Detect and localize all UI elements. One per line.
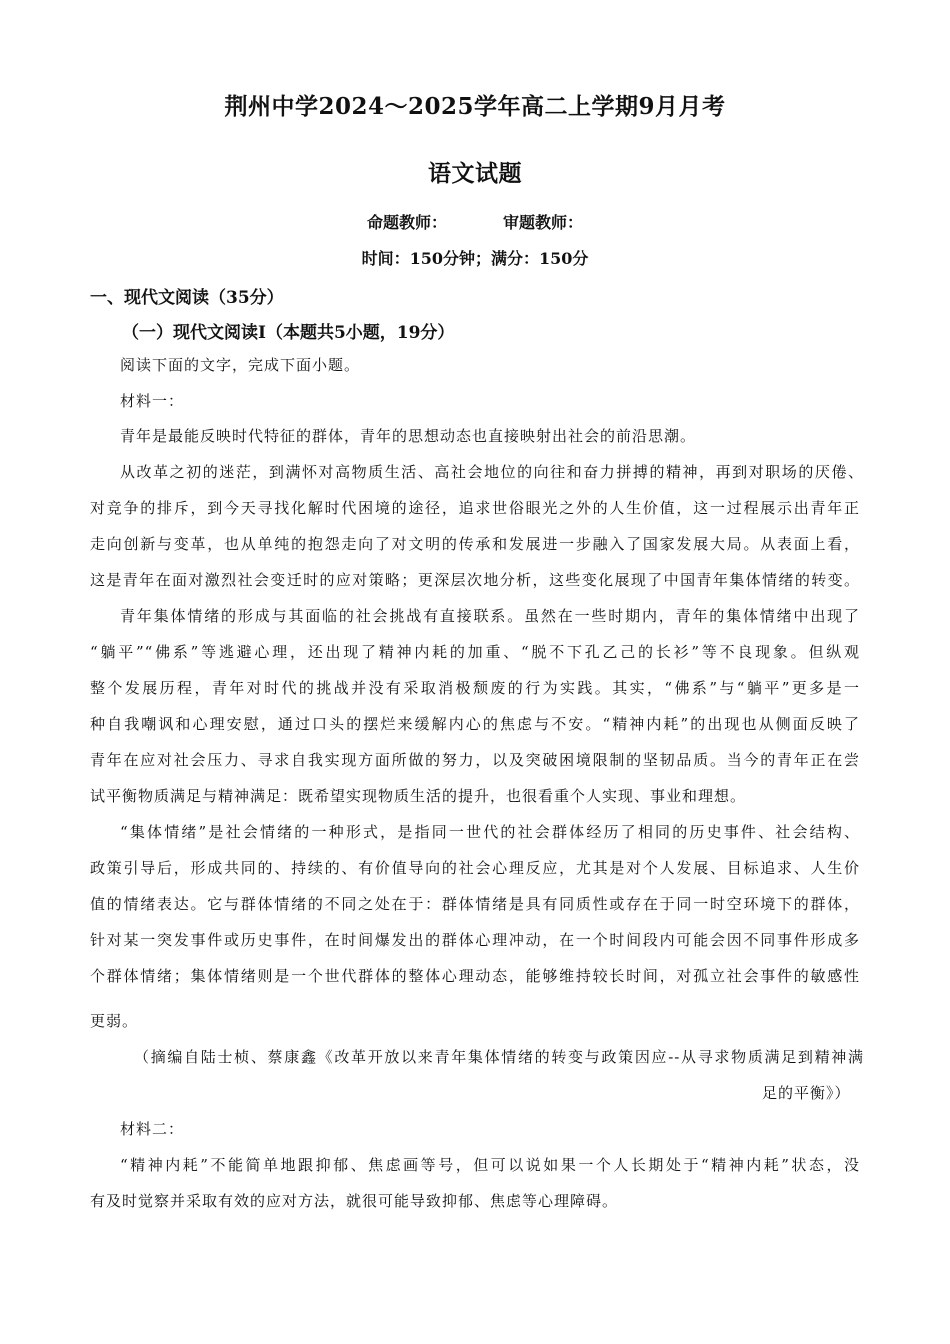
paragraph-line: 值的情绪表达。它与群体情绪的不同之处在于：群体情绪是具有同质性或存在于同一时空环境下的群体， (90, 895, 860, 913)
paragraph-line: 种自我嘲讽和心理安慰，通过口头的摆烂来缓解内心的焦虑与不安。“精神内耗”的出现也从侧面反映了 (90, 715, 860, 733)
paragraph-line: 整个发展历程，青年对时代的挑战并没有采取消极颓废的行为实践。其实，“佛系”与“躺平”更多是一 (90, 679, 860, 697)
paragraph-line: 从改革之初的迷茫，到满怀对高物质生活、高社会地位的向往和奋力拼搏的精神，再到对职场的厌倦、 (120, 463, 864, 481)
paragraph-line: 更弱。 (90, 1012, 139, 1030)
paragraph-line: 青年是最能反映时代特征的群体，青年的思想动态也直接映射出社会的前沿思潮。 (120, 427, 697, 445)
section-heading: 一、现代文阅读（35分） (90, 288, 284, 308)
paragraph-line: 针对某一突发事件或历史事件，在时间爆发出的群体心理冲动，在一个时间段内可能会因不同事件形成多 (90, 931, 860, 949)
paragraph-line: “躺平”“佛系”等逃避心理，还出现了精神内耗的加重、“脱不下孔乙己的长衫”等不良现象。但纵观 (90, 643, 860, 661)
source-citation: （摘编自陆士桢、蔡康鑫《改革开放以来青年集体情绪的转变与政策因应--从寻求物质满足到精神满 (134, 1048, 864, 1066)
material1-label: 材料一： (120, 392, 185, 410)
paragraph-line: 走向创新与变革，也从单纯的抱怨走向了对文明的传承和发展进一步融入了国家发展大局。从表面上看， (90, 535, 860, 553)
paragraph-line: 个群体情绪；集体情绪则是一个世代群体的整体心理动态，能够维持较长时间，对孤立社会事件的敏感性 (90, 967, 860, 985)
material2-label: 材料二： (120, 1120, 185, 1138)
paragraph-line: 试平衡物质满足与精神满足：既希望实现物质生活的提升，也很看重个人实现、事业和理想。 (90, 787, 747, 805)
source-citation: 足的平衡》） (762, 1084, 851, 1102)
paragraph-line: 青年在应对社会压力、寻求自我实现方面所做的努力，以及突破困境限制的坚韧品质。当今的青年正在尝 (90, 751, 860, 769)
time-score-line: 时间：150分钟；满分：150分 (361, 249, 589, 268)
exam-title: 荆州中学2024～2025学年高二上学期9月月考 (224, 93, 726, 120)
paragraph-line: 对竞争的排斥，到今天寻找化解时代困境的途径，追求世俗眼光之外的人生价值，这一过程展示出青年正 (90, 499, 860, 517)
instruction: 阅读下面的文字，完成下面小题。 (120, 356, 361, 374)
paragraph-line: “集体情绪”是社会情绪的一种形式，是指同一世代的社会群体经历了相同的历史事件、社会结构、 (120, 823, 860, 841)
sub-section-heading: （一）现代文阅读Ⅰ（本题共5小题，19分） (122, 323, 455, 343)
paragraph-line: 这是青年在面对激烈社会变迁时的应对策略；更深层次地分析，这些变化展现了中国青年集体情绪的转变。 (90, 571, 860, 589)
paragraph-line: “精神内耗”不能简单地跟抑郁、焦虑画等号，但可以说如果一个人长期处于“精神内耗”状态，没 (120, 1156, 860, 1174)
teachers-line: 命题教师： 审题教师： (366, 213, 583, 232)
exam-subtitle: 语文试题 (428, 160, 522, 187)
paragraph-line: 政策引导后，形成共同的、持续的、有价值导向的社会心理反应，尤其是对个人发展、目标追求、人生价 (90, 859, 860, 877)
paragraph-line: 有及时觉察并采取有效的应对方法，就很可能导致抑郁、焦虑等心理障碍。 (90, 1192, 619, 1210)
paragraph-line: 青年集体情绪的形成与其面临的社会挑战有直接联系。虽然在一些时期内，青年的集体情绪中出现了 (120, 607, 860, 625)
